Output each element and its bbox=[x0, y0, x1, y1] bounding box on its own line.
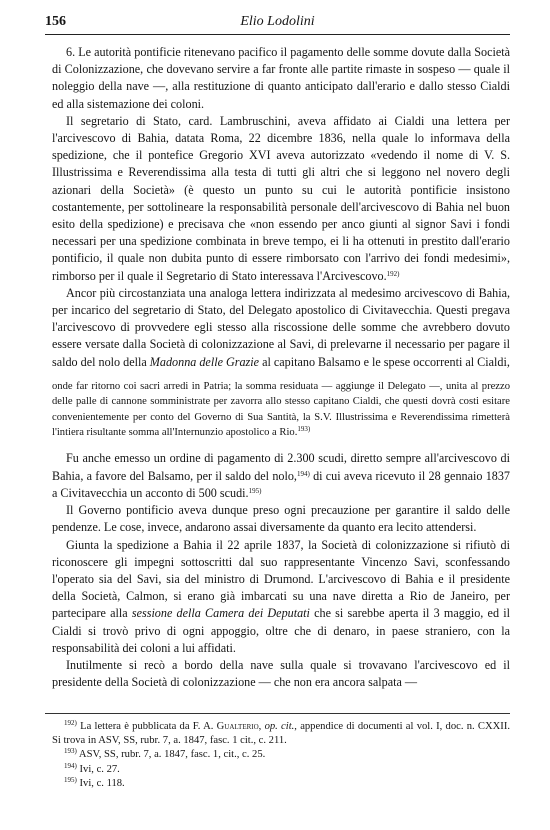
paragraph-inutilmente: Inutilmente si recò a bordo della nave sulla quale si trovavano l'arcivescovo ed il presidente della Società di colonizzazione — che non era ancora salpata — bbox=[52, 657, 510, 690]
main-text bbox=[52, 44, 510, 691]
footnote-rule bbox=[45, 713, 510, 714]
footnote-192 bbox=[52, 720, 510, 748]
footnote-mark: 192) bbox=[64, 719, 77, 727]
footnote-text: ASV, SS, rubr. 7, a. 1847, fasc. 1, cit., c. 25. bbox=[78, 749, 266, 761]
page-number: 156 bbox=[45, 14, 66, 29]
footnote-text: Ivi, c. 27. bbox=[79, 763, 120, 775]
session-phrase: sessione della Camera dei Deputati bbox=[131, 606, 310, 621]
paragraph-text: Il segretario di Stato, card. Lambruschini, aveva affidato ai Cialdi una lettera per l'arcivescovo di Bahia, datata Roma, 22 dicembre 1836, nella quale lo informava della spedizione, che il pontefice Gregorio XVI aveva autorizzato «vedendo il nome di V. S. Illustrissima e Reverendissima alla testa di tutti gli altri che si leggono nel novero degli azionari della Società» (è questo un punto su cui le autorità pontificie insistono costantemente, per sottolineare la responsabilità personale dell'arcivescovo di Bahia nel buon esito della spedizione) e precisava che «non essendo per anco giunti al signor Savi i fondi necessari per una spedizione combinata in breve tempo, ei li ha ottenuti in prestito dall'erario pontificio, il quale non dubita punto di essere rimborsato con l'arrivo dei fondi medesimi», rimborso per il quale il Segretario di Stato interessava l'Arcivescovo. bbox=[52, 113, 510, 283]
footnote-193 bbox=[52, 748, 510, 762]
header-rule bbox=[45, 34, 510, 35]
paragraph-precautions: Il Governo pontificio aveva dunque preso ogni precauzione per garantire il saldo delle pendenze. Le cose, invece, andarono assai diversamente da quanto era lecito attendersi. bbox=[52, 503, 510, 535]
paragraph-text: Fu anche emesso un ordine di pagamento di 2.300 scudi, diretto sempre all'arcivescovo di Bahia, a favore del Balsamo, per il saldo del nolo, bbox=[52, 451, 510, 483]
footnote-mark: 194) bbox=[64, 761, 77, 770]
footnote-mark: 193) bbox=[64, 747, 77, 756]
footnote-mark: 195) bbox=[64, 775, 77, 784]
paragraph-delegato-letter bbox=[52, 285, 510, 371]
note-ref-193: 193) bbox=[297, 425, 311, 434]
footnote-195 bbox=[52, 777, 510, 791]
quote-text: onde far ritorno coi sacri arredi in Patria; la somma residuata — aggiunge il Delegato —, unita al prezzo delle palle di cannone somministrate per zavorra allo stesso capitano Cialdi, che questi dovrà costi esitare convenientemente per conto del Governo di Sua Santità, la S.V. Illustrissima e Reverendissima rimetterà l'intiera risultante somma all'Internunzio apostolico a Rio. bbox=[52, 380, 510, 439]
footnote-author: Gualterio bbox=[216, 721, 259, 732]
paragraph-text: di cui aveva ricevuto il 28 gennaio 1837 a Civitavecchia un acconto di 500 scudi. bbox=[52, 468, 510, 500]
footnotes bbox=[52, 720, 510, 791]
paragraph-text: che si sarebbe aperta il 3 maggio, ed il Cialdi si trovò privo di ogni appoggio, oltre che di denaro, in paese straniero, con la responsabilità dei coloni a lui affidati. bbox=[52, 606, 510, 655]
note-ref-194: 194) bbox=[296, 469, 310, 478]
footnote-cit: op. cit. bbox=[264, 721, 295, 732]
footnote-separator: , bbox=[258, 721, 265, 732]
page-header bbox=[45, 14, 510, 36]
paragraph-text: Giunta la spedizione a Bahia il 22 aprile 1837, la Società di colonizzazione si rifiutò di riconoscere gli impegni sottoscritti dal suo rappresentante Vincenzo Savi, sconfessando l'operato sia del Savi, sia del ministro di Drumond. L'arcivescovo di Bahia e il presidente della Società, Calmon, si erano già imbarcati su una nave diretta a Rio de Janeiro, per partecipare alla bbox=[52, 537, 510, 621]
note-ref-195: 195) bbox=[248, 486, 262, 495]
footnote-text: La lettera è pubblicata da F. A. bbox=[80, 721, 217, 732]
footnote-194 bbox=[52, 763, 510, 777]
note-ref-192: 192) bbox=[386, 269, 400, 278]
paragraph-text: al capitano Balsamo e le spese occorrenti al Cialdi, bbox=[262, 354, 510, 369]
paragraph-text: Ancor più circostanziata una analoga lettera indirizzata al medesimo arcivescovo di Bahia, per incarico del segretario di Stato, del Delegato apostolico di Civitavecchia. Questi pregava l'arcivescovo di provvedere egli stesso alla riscossione delle somme che avrebbero dovuto essere versate dalla Società di colonizzazione al Savi, di prelevarne il necessario per pagare il saldo del nolo della bbox=[52, 285, 510, 369]
block-quote bbox=[52, 379, 510, 441]
footnote-text: Ivi, c. 118. bbox=[79, 777, 125, 789]
paragraph-payment-order bbox=[52, 450, 510, 502]
paragraph-bahia-arrival bbox=[52, 537, 510, 657]
paragraph-section-6: 6. Le autorità pontificie ritenevano pacifico il pagamento delle somme dovute dalla Società di Colonizzazione, che dovevano servire a far fronte alle partite rimaste in sospeso — quale il noleggio della nave —, alla restituzione di quanto anticipato dall'erario e dallo stesso Cialdi ed alla sistemazione dei coloni. bbox=[52, 45, 510, 111]
paragraph-lambruschini-letter bbox=[52, 113, 510, 285]
footnote-text: , appendice di documenti al vol. I, doc. n. CXXII. Si trova in ASV, SS, rubr. 7, a. 1847, fasc. 1 cit., c. 211. bbox=[52, 721, 510, 747]
running-title: Elio Lodolini bbox=[240, 14, 315, 29]
ship-name: Madonna delle Grazie bbox=[149, 354, 260, 369]
